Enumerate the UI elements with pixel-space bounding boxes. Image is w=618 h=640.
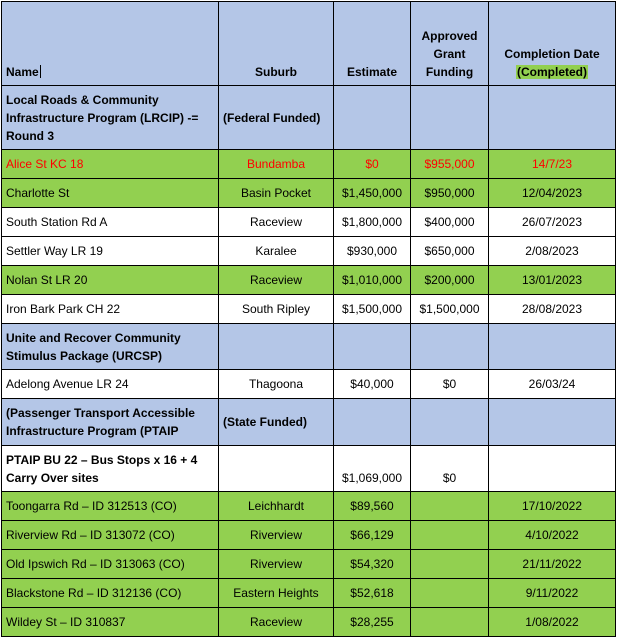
row-name: Blackstone Rd – ID 312136 (CO) (2, 579, 219, 608)
row-estimate: $1,500,000 (334, 295, 411, 324)
row-estimate: $89,560 (334, 492, 411, 521)
row-date: 1/08/2022 (489, 608, 616, 637)
row-estimate: $930,000 (334, 237, 411, 266)
table-row (2, 446, 616, 492)
table-row (2, 179, 616, 208)
row-date: 12/04/2023 (489, 179, 616, 208)
row-suburb (219, 446, 334, 492)
row-suburb: Riverview (219, 550, 334, 579)
header-approved: Approved Grant Funding (411, 2, 489, 86)
row-approved: $0 (411, 446, 489, 492)
row-approved (411, 521, 489, 550)
row-suburb: Raceview (219, 266, 334, 295)
row-date: 4/10/2022 (489, 521, 616, 550)
row-name: Alice St KC 18 (2, 150, 219, 179)
table-row (2, 521, 616, 550)
row-approved (411, 550, 489, 579)
row-suburb: Basin Pocket (219, 179, 334, 208)
table-row (2, 370, 616, 399)
row-estimate: $52,618 (334, 579, 411, 608)
row-name: South Station Rd A (2, 208, 219, 237)
row-estimate: $28,255 (334, 608, 411, 637)
row-estimate: $0 (334, 150, 411, 179)
row-estimate: $54,320 (334, 550, 411, 579)
row-approved: $1,500,000 (411, 295, 489, 324)
section-note: (State Funded) (219, 399, 334, 446)
row-estimate: $40,000 (334, 370, 411, 399)
header-suburb: Suburb (219, 2, 334, 86)
row-suburb: South Ripley (219, 295, 334, 324)
text-cursor (40, 65, 41, 78)
row-name: Adelong Avenue LR 24 (2, 370, 219, 399)
row-name: Riverview Rd – ID 313072 (CO) (2, 521, 219, 550)
section-ptaip (2, 399, 616, 446)
row-estimate: $1,800,000 (334, 208, 411, 237)
row-approved: $200,000 (411, 266, 489, 295)
row-approved: $400,000 (411, 208, 489, 237)
row-date: 14/7/23 (489, 150, 616, 179)
section-lrcip (2, 86, 616, 150)
row-name: PTAIP BU 22 – Bus Stops x 16 + 4 Carry Over sites (2, 446, 219, 492)
table-row (2, 492, 616, 521)
table-row (2, 266, 616, 295)
section-title: Unite and Recover Community Stimulus Package (URCSP) (2, 324, 219, 370)
section-title: (Passenger Transport Accessible Infrastructure Program (PTAIP (2, 399, 219, 446)
row-name: Wildey St – ID 310837 (2, 608, 219, 637)
row-name: Charlotte St (2, 179, 219, 208)
row-date: 26/07/2023 (489, 208, 616, 237)
row-approved (411, 608, 489, 637)
row-date: 21/11/2022 (489, 550, 616, 579)
row-suburb: Leichhardt (219, 492, 334, 521)
row-date: 28/08/2023 (489, 295, 616, 324)
header-estimate: Estimate (334, 2, 411, 86)
table-row (2, 608, 616, 637)
row-estimate: $1,450,000 (334, 179, 411, 208)
row-name: Nolan St LR 20 (2, 266, 219, 295)
table-row (2, 295, 616, 324)
row-estimate: $1,069,000 (334, 446, 411, 492)
row-suburb: Eastern Heights (219, 579, 334, 608)
row-date: 17/10/2022 (489, 492, 616, 521)
row-date: 26/03/24 (489, 370, 616, 399)
row-date: 13/01/2023 (489, 266, 616, 295)
section-note: (Federal Funded) (219, 86, 334, 150)
table-row (2, 237, 616, 266)
row-approved: $955,000 (411, 150, 489, 179)
row-approved: $0 (411, 370, 489, 399)
row-approved (411, 492, 489, 521)
row-suburb: Karalee (219, 237, 334, 266)
row-name: Iron Bark Park CH 22 (2, 295, 219, 324)
row-suburb: Raceview (219, 208, 334, 237)
row-estimate: $1,010,000 (334, 266, 411, 295)
row-suburb: Bundamba (219, 150, 334, 179)
table-row (2, 550, 616, 579)
completed-highlight: (Completed) (517, 65, 587, 79)
row-approved: $650,000 (411, 237, 489, 266)
row-suburb: Thagoona (219, 370, 334, 399)
row-suburb: Riverview (219, 521, 334, 550)
row-approved (411, 579, 489, 608)
row-suburb: Raceview (219, 608, 334, 637)
header-name[interactable]: Name (2, 2, 219, 86)
table-row (2, 208, 616, 237)
section-urcsp (2, 324, 616, 370)
row-approved: $950,000 (411, 179, 489, 208)
section-title: Local Roads & Community Infrastructure Program (LRCIP) -= Round 3 (2, 86, 219, 150)
header-row (2, 2, 616, 86)
funding-table (1, 1, 616, 637)
row-estimate: $66,129 (334, 521, 411, 550)
row-name: Settler Way LR 19 (2, 237, 219, 266)
row-date: 2/08/2023 (489, 237, 616, 266)
row-date (489, 446, 616, 492)
table-row (2, 579, 616, 608)
row-name: Toongarra Rd – ID 312513 (CO) (2, 492, 219, 521)
row-date: 9/11/2022 (489, 579, 616, 608)
row-name: Old Ipswich Rd – ID 313063 (CO) (2, 550, 219, 579)
table-row (2, 150, 616, 179)
header-completion: Completion Date (Completed) (489, 2, 616, 86)
